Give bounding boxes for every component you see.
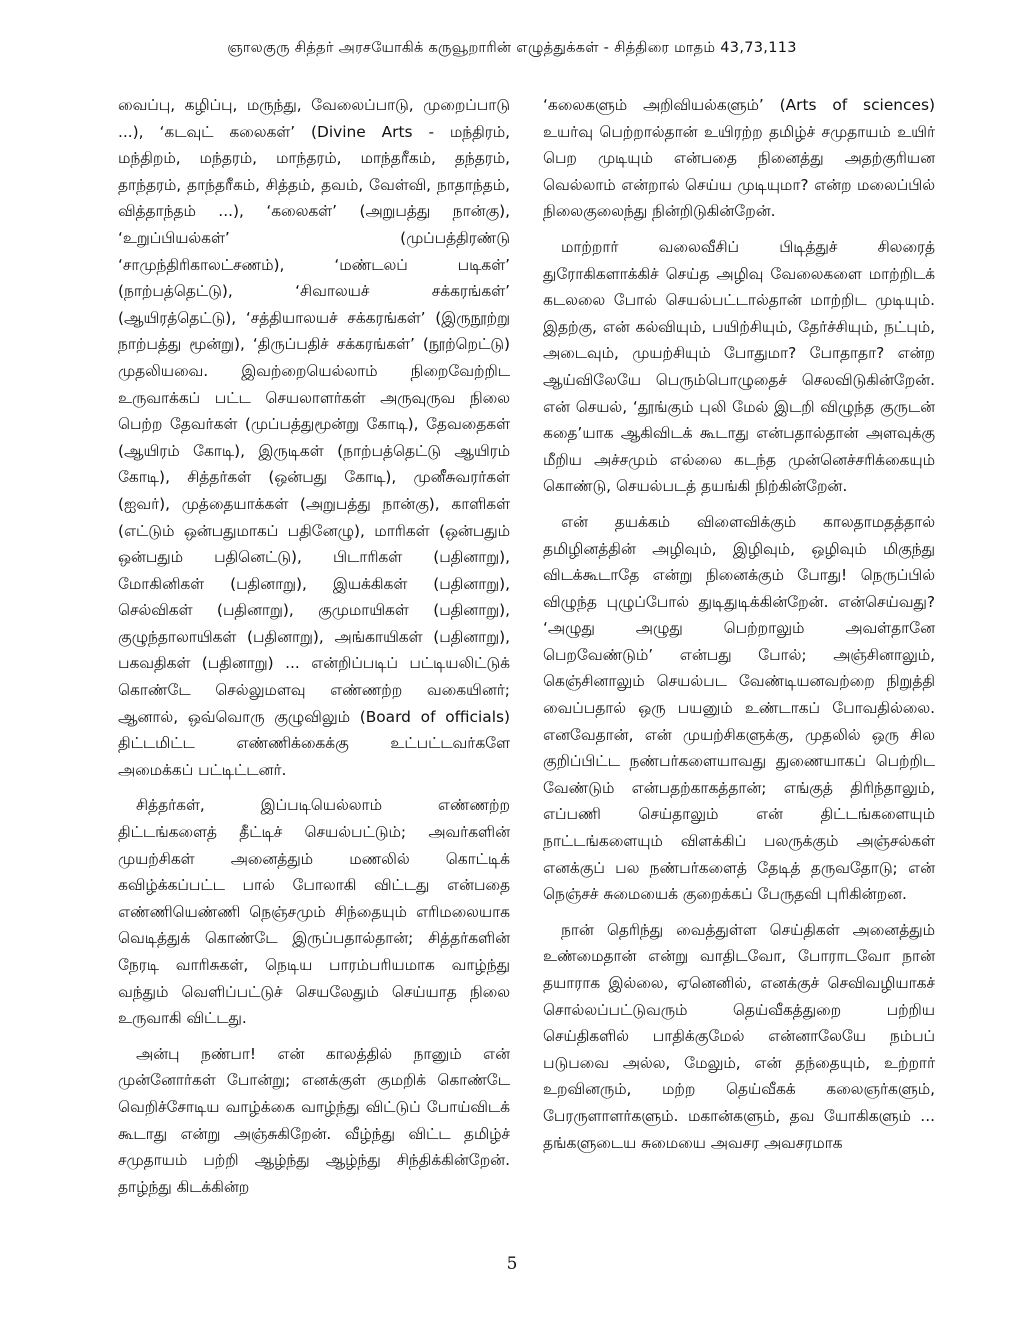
paragraph: நான் தெரிந்து வைத்துள்ள செய்திகள் அனைத்தும் உண்மைதான் என்று வாதிடவோ, போராடவோ நான் தயாராக இல்லை, ஏனெனில், எனக்குச் செவிவழியாகச் சொல்லப்பட்டுவரும் தெய்வீகத்துறை பற்றிய செய்திகளில் பாதிக்குமேல் என்னாலேயே நம்பப் படுபவை அல்ல, மேலும், என் தந்தையும், உற்றார் உறவினரும், மற்ற தெய்வீகக் கலைஞர்களும், பேரருளாளர்களும். மகான்களும், தவ யோகிகளும் ... தங்களுடைய சுமையை அவசர அவசரமாக — [543, 920, 935, 1152]
page-number: 5 — [506, 1254, 518, 1274]
paragraph: அன்பு நண்பா! என் காலத்தில் நானும் என் முன்னோர்கள் போன்று; எனக்குள் குமறிக் கொண்டே வெறிச்சோடிய வாழ்க்கை வாழ்ந்து விட்டுப் போய்விடக் கூடாது என்று அஞ்சுகிறேன். வீழ்ந்து விட்ட தமிழ்ச் சமுதாயம் பற்றி ஆழ்ந்து ஆழ்ந்து சிந்திக்கின்றேன். தாழ்ந்து கிடக்கின்ற — [118, 1044, 510, 1196]
paragraph: வைப்பு, கழிப்பு, மருந்து, வேலைப்பாடு, முறைப்பாடு ...), ‘கடவுட் கலைகள்’ (Divine Arts - மந்திரம், மந்திறம், மந்தரம், மாந்தரம், மாந்தரீகம், தந்தரம், தாந்தரம், தாந்தரீகம், சித்தம், தவம், வேள்வி, நாதாந்தம், வித்தாந்தம் ...), ‘கலைகள்’ (அறுபத்து நான்கு), ‘உறுப்பியல்கள்’ (முப்பத்திரண்டு ‘சாமுந்திரிகாலட்சணம்), ‘மண்டலப் படிகள்’ (நாற்பத்தெட்டு), ‘சிவாலயச் சக்கரங்கள்’ (ஆயிரத்தெட்டு), ‘சத்தியாலயச் சக்கரங்கள்’ (இருநூற்று நாற்பத்து மூன்று), ‘திருப்பதிச் சக்கரங்கள்’ (நூற்றெட்டு) முதலியவை. இவற்றையெல்லாம் நிறைவேற்றிட உருவாக்கப் பட்ட செயலாளர்கள் அருவுருவ நிலை பெற்ற தேவர்கள் (முப்பத்துமூன்று கோடி), தேவதைகள் (ஆயிரம் கோடி), இருடிகள் (நாற்பத்தெட்டு ஆயிரம் கோடி), சித்தர்கள் (ஒன்பது கோடி), முனீசுவரர்கள் (ஐவர்), முத்தையாக்கள் (அறுபத்து நான்கு), காளிகள் (எட்டும் ஒன்பதுமாகப் பதினேழு), மாரிகள் (ஒன்பதும் ஒன்பதும் பதினெட்டு), பிடாரிகள் (பதினாறு), மோகினிகள் (பதினாறு), இயக்கிகள் (பதினாறு), செல்விகள் (பதினாறு), குமுமாயிகள் (பதினாறு), குழுந்தாலாயிகள் (பதினாறு), அங்காயிகள் (பதினாறு), பகவதிகள் (பதினாறு) ... என்றிப்படிப் பட்டியலிட்டுக் கொண்டே செல்லுமளவு எண்ணற்ற வகையினர்; ஆனால், ஒவ்வொரு குழுவிலும் (Board of officials) திட்டமிட்ட எண்ணிக்கைக்கு உட்பட்டவர்களே அமைக்கப் பட்டிட்டனர். — [118, 96, 510, 779]
running-header: ஞாலகுரு சித்தர் அரசயோகிக் கருவூறாரின் எழுத்துக்கள் - சித்திரை மாதம் 43,73,113 — [227, 40, 797, 56]
paragraph: மாற்றார் வலைவீசிப் பிடித்துச் சிலரைத் துரோகிகளாக்கிச் செய்த அழிவு வேலைகளை மாற்றிடக் கடலலை போல் செயல்பட்டால்தான் மாற்றிட முடியும். இதற்கு, என் கல்வியும், பயிற்சியும், தேர்ச்சியும், நட்பும், அடைவும், முயற்சியும் போதுமா? போதாதா? என்ற ஆய்விலேயே பெரும்பொழுதைச் செலவிடுகின்றேன். என் செயல், ‘தூங்கும் புலி மேல் இடறி விழுந்த குருடன் கதை’யாக ஆகிவிடக் கூடாது என்பதால்தான் அளவுக்கு மீறிய அச்சமும் எல்லை கடந்த முன்னெச்சரிக்கையும் கொண்டு, செயல்படத் தயங்கி நிற்கின்றேன். — [543, 237, 935, 496]
paragraph: சித்தர்கள், இப்படியெல்லாம் எண்ணற்ற திட்டங்களைத் தீட்டிச் செயல்பட்டும்; அவர்களின் முயற்சிகள் அனைத்தும் மணலில் கொட்டிக் கவிழ்க்கப்பட்ட பால் போலாகி விட்டது என்பதை எண்ணியெண்ணி நெஞ்சமும் சிந்தையும் எரிமலையாக வெடித்துக் கொண்டே இருப்பதால்தான்; சித்தர்களின் நேரடி வாரிசுகள், நெடிய பாரம்பரியமாக வாழ்ந்து வந்தும் வெளிப்பட்டுச் செயலேதும் செய்யாத நிலை உருவாகி விட்டது. — [118, 796, 510, 1028]
paragraph: என் தயக்கம் விளைவிக்கும் காலதாமதத்தால் தமிழினத்தின் அழிவும், இழிவும், ஒழிவும் மிகுந்து விடக்கூடாதே என்று நினைக்கும் போது! நெருப்பில் விழுந்த புழுப்போல் துடிதுடிக்கின்றேன். என்செய்வது? ‘அழுது அழுது பெற்றாலும் அவள்தானே பெறவேண்டும்’ என்பது போல்; அஞ்சினாலும், கெஞ்சினாலும் செயல்பட வேண்டியனவற்றை நிறுத்தி வைப்பதால் ஒரு பயனும் உண்டாகப் போவதில்லை. எனவேதான், என் முயற்சிகளுக்கு, முதலில் ஒரு சில குறிப்பிட்ட நண்பர்களையாவது துணையாகப் பெற்றிட வேண்டும் என்பதற்காகத்தான்; எங்குத் திரிந்தாலும், எப்பணி செய்தாலும் என் திட்டங்களையும் நாட்டங்களையும் விளக்கிப் பலருக்கும் அஞ்சல்கள் எனக்குப் பல நண்பர்களைத் தேடித் தருவதோடு; என் நெஞ்சச் சுமையைக் குறைக்கப் பேருதவி புரிகின்றன. — [543, 512, 935, 904]
left-column — [118, 92, 510, 1209]
right-column — [543, 92, 935, 1165]
paragraph: ‘கலைகளும் அறிவியல்களும்’ (Arts of sciences) உயர்வு பெற்றால்தான் உயிரற்ற தமிழ்ச் சமுதாயம் உயிர் பெற முடியும் என்பதை நினைத்து அதற்குரியன வெல்லாம் என்றால் செய்ய முடியுமா? என்ற மலைப்பில் நிலைகுலைந்து நின்றிடுகின்றேன். — [543, 96, 935, 221]
